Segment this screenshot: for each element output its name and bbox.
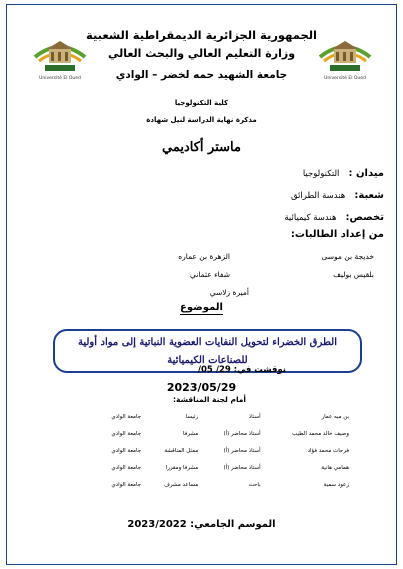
table-row xyxy=(89,476,349,493)
jury-rank: باحث xyxy=(248,481,261,488)
field-label: ميدان : xyxy=(348,168,384,179)
jury-role: مساعد مشرف xyxy=(164,481,199,488)
degree-heading: ماستر أكاديمي xyxy=(162,140,241,155)
table-row xyxy=(89,425,349,442)
table-row xyxy=(89,459,349,476)
jury-table xyxy=(89,408,349,493)
thesis-title: الطرق الخضراء لتحويل النفايات العضوية النباتية إلى مواد أولية للصناعات الكيميائية xyxy=(78,337,337,366)
field-specialty xyxy=(284,205,384,224)
logo-caption: Université El Oued xyxy=(324,76,366,81)
student-name: شفاء عثماني xyxy=(190,270,230,279)
field-value: التكنولوجيا xyxy=(302,169,340,179)
page-frame xyxy=(6,4,397,565)
jury-rank: أستاذ محاضر (أ) xyxy=(223,447,261,454)
jury-rank: أستاذ xyxy=(248,413,261,420)
defense-label: نوقشت في: 29/ 05/ xyxy=(197,365,286,375)
ministry-heading: وزارة التعليم العالي والبحث العالي xyxy=(107,47,296,60)
republic-heading: الجمهورية الجزائرية الديمقراطية الشعبية xyxy=(85,28,317,42)
jury-role: ممثل المناقشة xyxy=(164,447,199,454)
jury-rank: أستاذ محاضر (أ) xyxy=(223,464,261,471)
jury-name: بن ميه عمار xyxy=(321,413,349,420)
jury-institution: جامعة الوادي xyxy=(111,464,142,471)
field-value: هندسة الطرائق xyxy=(290,191,346,201)
field-label: تخصص: xyxy=(345,212,384,223)
jury-institution: جامعة الوادي xyxy=(111,481,142,488)
jury-institution: جامعة الوادي xyxy=(111,430,142,437)
faculty-heading: كلية التكنولوجيا xyxy=(174,99,229,107)
defense-date: 2023/05/29 xyxy=(166,381,237,394)
jury-role: رئيسا xyxy=(185,413,199,420)
jury-rank: أستاذ محاضر (أ) xyxy=(223,430,261,437)
field-value: هندسة كيميائية xyxy=(284,213,337,223)
memo-heading: مذكرة نهاية الدراسة لنيل شهادة xyxy=(146,116,257,124)
jury-role: مشرفا ومقررا xyxy=(165,464,199,471)
jury-institution: جامعة الوادي xyxy=(111,413,142,420)
jury-name: همامي هانية xyxy=(321,464,349,471)
table-row xyxy=(89,408,349,425)
subject-label-text: الموضوع xyxy=(180,302,223,313)
academic-season: الموسم الجامعي: 2023/2022 xyxy=(127,519,276,530)
jury-name: وصيف خالد محمد الطيب xyxy=(292,430,349,437)
prepared-by-label: من إعداد الطالبات: xyxy=(290,229,384,240)
student-name: الزهرة بن عماره xyxy=(178,252,230,261)
field-branch xyxy=(291,183,384,202)
jury-name: زعود سمية xyxy=(323,481,349,488)
subject-label xyxy=(7,302,396,313)
jury-institution: جامعة الوادي xyxy=(111,447,142,454)
field-label: شعبة: xyxy=(354,190,384,201)
jury-label: أمام لجنة المناقشة: xyxy=(173,395,246,404)
jury-name: فرحات محمد فؤاد xyxy=(307,447,349,454)
logo-caption: Université El Oued xyxy=(39,76,81,81)
jury-role: مشرفا xyxy=(183,430,199,437)
student-name: أميرة زلاسي xyxy=(209,288,249,297)
student-name: بلقيس بوليف xyxy=(333,270,374,279)
student-name: خديجة بن موسى xyxy=(321,252,374,261)
table-row xyxy=(89,442,349,459)
university-heading: جامعة الشهيد حمه لخضر – الوادي xyxy=(115,69,288,81)
field-domain xyxy=(303,161,384,180)
